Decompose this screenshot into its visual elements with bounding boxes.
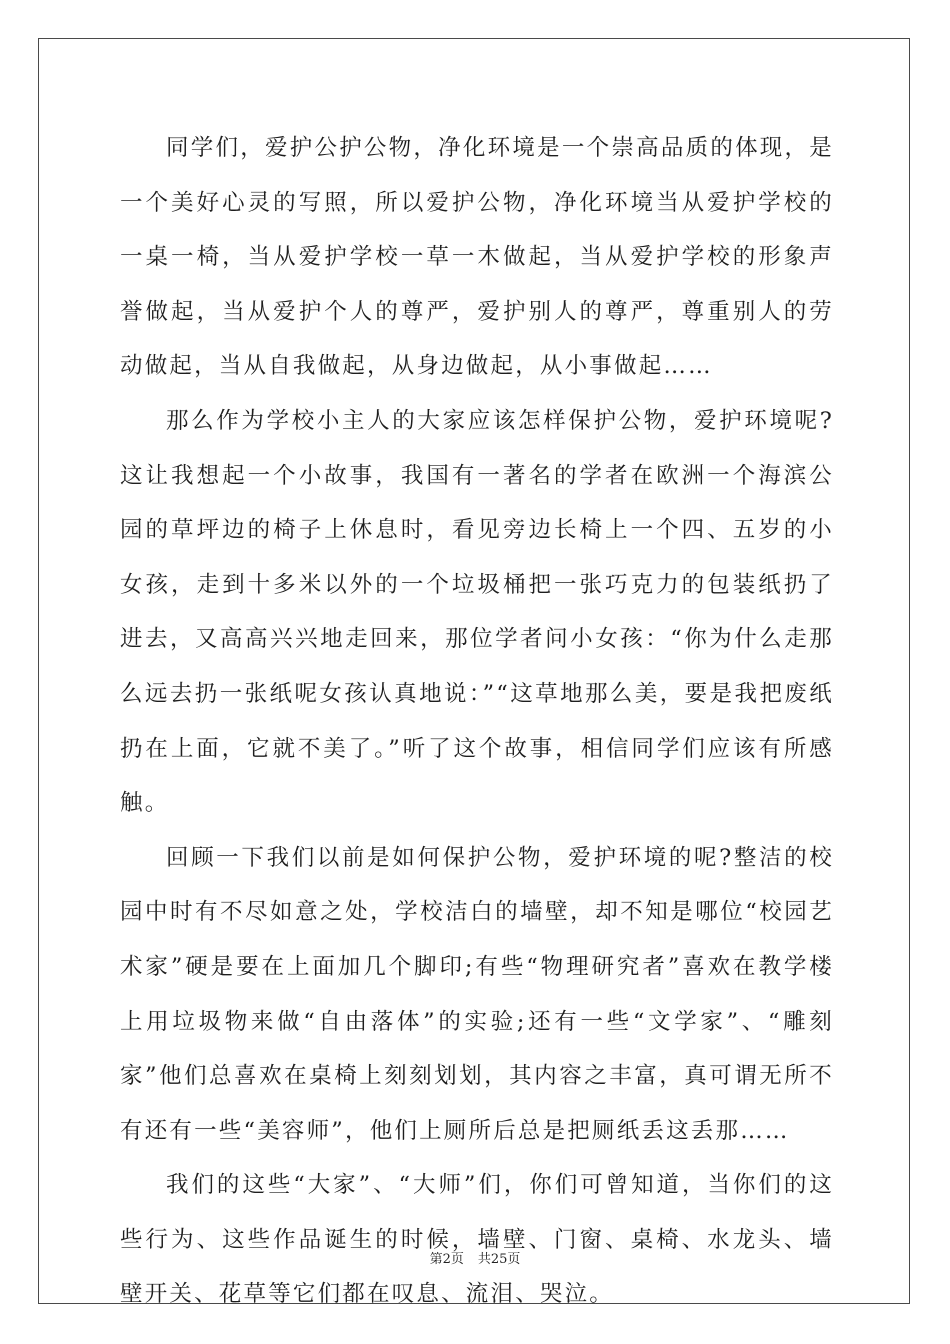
- paragraph-3: 回顾一下我们以前是如何保护公物，爱护环境的呢?整洁的校园中时有不尽如意之处，学校洁白的墙壁，却不知是哪位“校园艺术家”硬是要在上面加几个脚印;有些“物理研究者”喜欢在教学楼上用垃圾物来做“自由落体”的实验;还有一些“文学家”、“雕刻家”他们总喜欢在桌椅上刻刻划划，其内容之丰富，真可谓无所不有还有一些“美容师”，他们上厕所后总是把厕纸丢这丢那……: [120, 844, 834, 1144]
- total-page-count: 共25页: [477, 1252, 521, 1267]
- paragraph-4: 我们的这些“大家”、“大师”们，你们可曾知道，当你们的这些行为、这些作品诞生的时候，墙壁、门窗、桌椅、水龙头、墙壁开关、花草等它们都在叹息、流泪、哭泣。: [120, 1172, 834, 1308]
- current-page-number: 第2页: [429, 1252, 464, 1267]
- paragraph-2: 那么作为学校小主人的大家应该怎样保护公物，爱护环境呢?这让我想起一个小故事，我国有一著名的学者在欧洲一个海滨公园的草坪边的椅子上休息时，看见旁边长椅上一个四、五岁的小女孩，走到十多米以外的一个垃圾桶把一张巧克力的包装纸扔了进去，又高高兴兴地走回来，那位学者问小女孩：“你为什么走那么远去扔一张纸呢女孩认真地说：”“这草地那么美，要是我把废纸扔在上面，它就不美了。”听了这个故事，相信同学们应该有所感触。: [120, 407, 834, 817]
- document-body: [120, 121, 834, 1322]
- paragraph-1: 同学们，爱护公护公物，净化环境是一个崇高品质的体现，是一个美好心灵的写照，所以爱护公物，净化环境当从爱护学校的一桌一椅，当从爱护学校一草一木做起，当从爱护学校的形象声誉做起，当从爱护个人的尊严，爱护别人的尊严，尊重别人的劳动做起，当从自我做起，从身边做起，从小事做起……: [120, 135, 834, 380]
- page-footer: [0, 1248, 950, 1267]
